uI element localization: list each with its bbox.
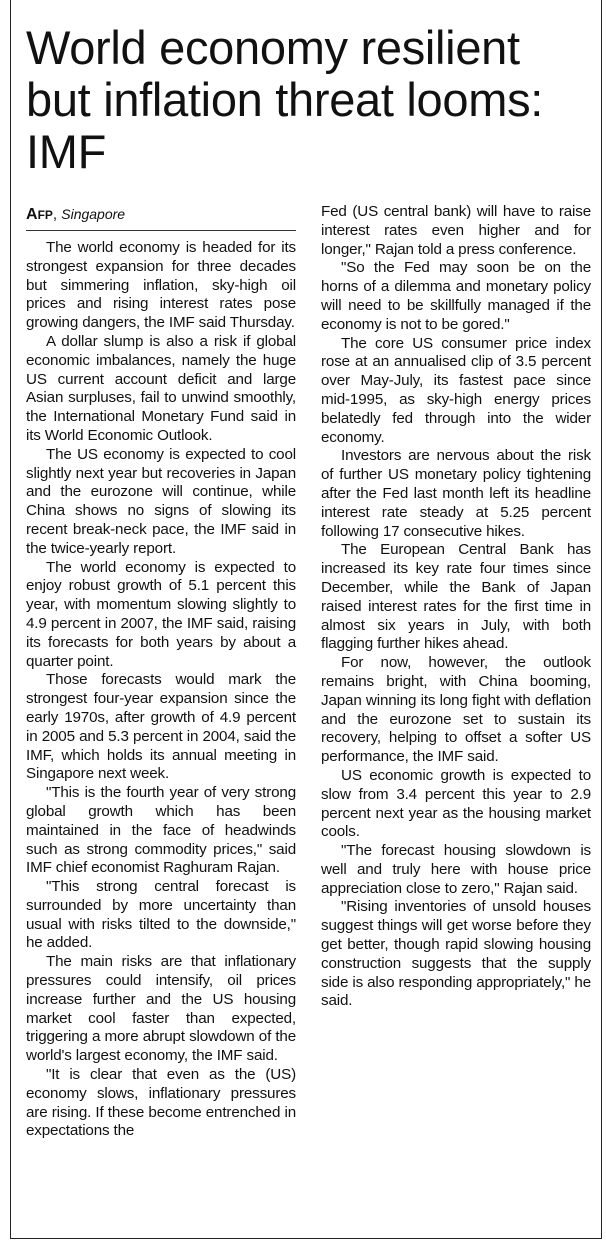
paragraph: Those forecasts would mark the strongest four-year expansion since the early 1970s, after growth of 4.9 percent in 2005 and 5.3 percent in 2004, said the IMF, which holds its annual meeting in Singapore next week. [26,671,296,783]
paragraph: The world economy is expected to enjoy robust growth of 5.1 percent this year, with momentum slowing slightly to 4.9 percent in 2007, the IMF said, raising its forecasts for both years by about a quarter point. [26,558,296,670]
paragraph: "Rising inventories of unsold houses suggest things will get worse before they get better, though rapid slowing housing construction suggests that the supply side is also responding appropriately," he said. [321,898,591,1010]
paragraph: The world economy is headed for its strongest expansion for three decades but simmering inflation, sky-high oil prices and rising interest rates pose growing dangers, the IMF said Thursday. [26,239,296,332]
paragraph: "It is clear that even as the (US) economy slows, inflationary pressures are rising. If these become entrenched in expectations the [26,1066,296,1140]
paragraph: The core US consumer price index rose at an annualised clip of 3.5 percent over May-July, its fastest pace since mid-1995, as sky-high energy prices belatedly fed through into the wider economy. [321,334,591,446]
byline [26,205,125,224]
byline-separator: , [52,206,58,223]
continuation-paragraph: Fed (US central bank) will have to raise interest rates even higher and for longer," Rajan told a press conference. [321,203,591,258]
article-column-1 [26,239,296,1141]
paragraph: For now, however, the outlook remains bright, with China booming, Japan winning its long fight with deflation and the eurozone set to sustain its recovery, helping to offset a softer US performance, the IMF said. [321,654,591,766]
paragraph: "This is the fourth year of very strong global growth which has been maintained in the face of headwinds such as strong commodity prices," said IMF chief economist Raghuram Rajan. [26,784,296,877]
byline-divider [26,230,296,231]
agency-initial: A [26,206,38,223]
byline-location: Singapore [61,206,126,222]
paragraph: "So the Fed may soon be on the horns of a dilemma and monetary policy will need to be skillfully managed if the economy is not to be gored." [321,259,591,333]
paragraph: A dollar slump is also a risk if global economic imbalances, namely the huge US current account deficit and large Asian surpluses, fail to unwind smoothly, the International Monetary Fund said in its World Economic Outlook. [26,332,296,444]
paragraph: The European Central Bank has increased its key rate four times since December, while the Bank of Japan raised interest rates for the first time in almost six years in July, with both flagging further hikes ahead. [321,541,591,653]
byline-agency [26,206,53,223]
left-border-rule [10,0,11,1238]
headline: World economy resilient but inflation threat looms: IMF [26,21,544,178]
article-column-2 [321,203,591,1011]
right-border-rule [601,0,602,1238]
paragraph: The main risks are that inflationary pressures could intensify, oil prices increase further and the US housing market cool faster than expected, triggering a more abrupt slowdown of the world's largest economy, the IMF said. [26,953,296,1065]
paragraph: "The forecast housing slowdown is well and truly here with house price appreciation close to zero," Rajan said. [321,842,591,897]
bottom-border-rule [10,1238,602,1239]
paragraph: The US economy is expected to cool slightly next year but recoveries in Japan and the eurozone will continue, while China shows no signs of slowing its recent break-neck pace, the IMF said in the twice-yearly report. [26,445,296,557]
paragraph: "This strong central forecast is surrounded by more uncertainty than usual with risks tilted to the downside," he added. [26,878,296,952]
paragraph: US economic growth is expected to slow from 3.4 percent this year to 2.9 percent next year as the housing market cools. [321,766,591,841]
paragraph: Investors are nervous about the risk of further US monetary policy tightening after the Fed last month left its headline interest rate steady at 5.25 percent following 17 consecutive hikes. [321,447,591,540]
agency-rest: FP [37,208,53,222]
